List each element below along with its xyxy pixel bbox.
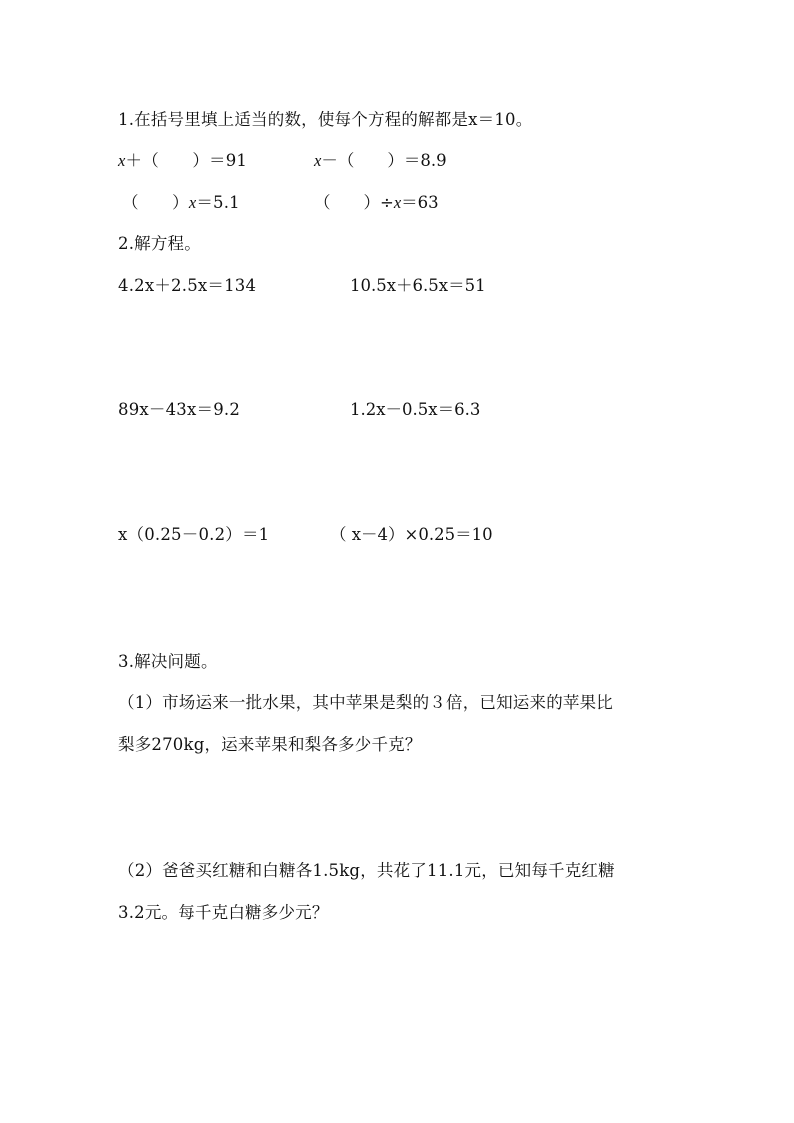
solve-equation-1: 4.2x＋2.5x＝134 xyxy=(118,276,257,295)
word-problem-1-line2: 梨多270kg，运来苹果和梨各多少千克？ xyxy=(118,735,422,754)
variable-x: x xyxy=(118,151,126,170)
word-problem-1-line1: （1）市场运来一批水果，其中苹果是梨的３倍，已知运来的苹果比 xyxy=(118,693,613,712)
equation-rest: ＝5.1 xyxy=(196,193,240,212)
variable-x: x xyxy=(314,151,322,170)
equation-rest: ＝63 xyxy=(401,193,439,212)
section1-heading: 1.在括号里填上适当的数，使每个方程的解都是x＝10。 xyxy=(118,110,533,129)
word-problem-2-line1: （2）爸爸买红糖和白糖各1.5kg，共花了11.1元，已知每千克红糖 xyxy=(118,861,615,880)
equation-prefix: （ ） xyxy=(122,193,189,212)
variable-x: x xyxy=(188,193,197,212)
fill-blank-equation-1 xyxy=(118,151,247,171)
equation-prefix: （ ）÷ xyxy=(314,193,394,212)
section3-heading: 3.解决问题。 xyxy=(118,652,218,671)
fill-blank-equation-3 xyxy=(122,193,240,213)
solve-equation-2: 10.5x＋6.5x＝51 xyxy=(350,276,486,295)
equation-rest: －（ ）＝8.9 xyxy=(321,151,447,170)
word-problem-2-line2: 3.2元。每千克白糖多少元？ xyxy=(118,903,329,922)
solve-equation-6: （ x－4）×0.25＝10 xyxy=(330,525,493,544)
fill-blank-equation-2 xyxy=(314,151,447,171)
solve-equation-5: x（0.25－0.2）＝1 xyxy=(118,525,270,544)
equation-rest: ＋（ ）＝91 xyxy=(125,151,248,170)
section2-heading: 2.解方程。 xyxy=(118,234,201,253)
solve-equation-3: 89x－43x＝9.2 xyxy=(118,400,241,419)
fill-blank-equation-4 xyxy=(314,193,439,213)
variable-x: x xyxy=(393,193,402,212)
solve-equation-4: 1.2x－0.5x＝6.3 xyxy=(350,400,481,419)
